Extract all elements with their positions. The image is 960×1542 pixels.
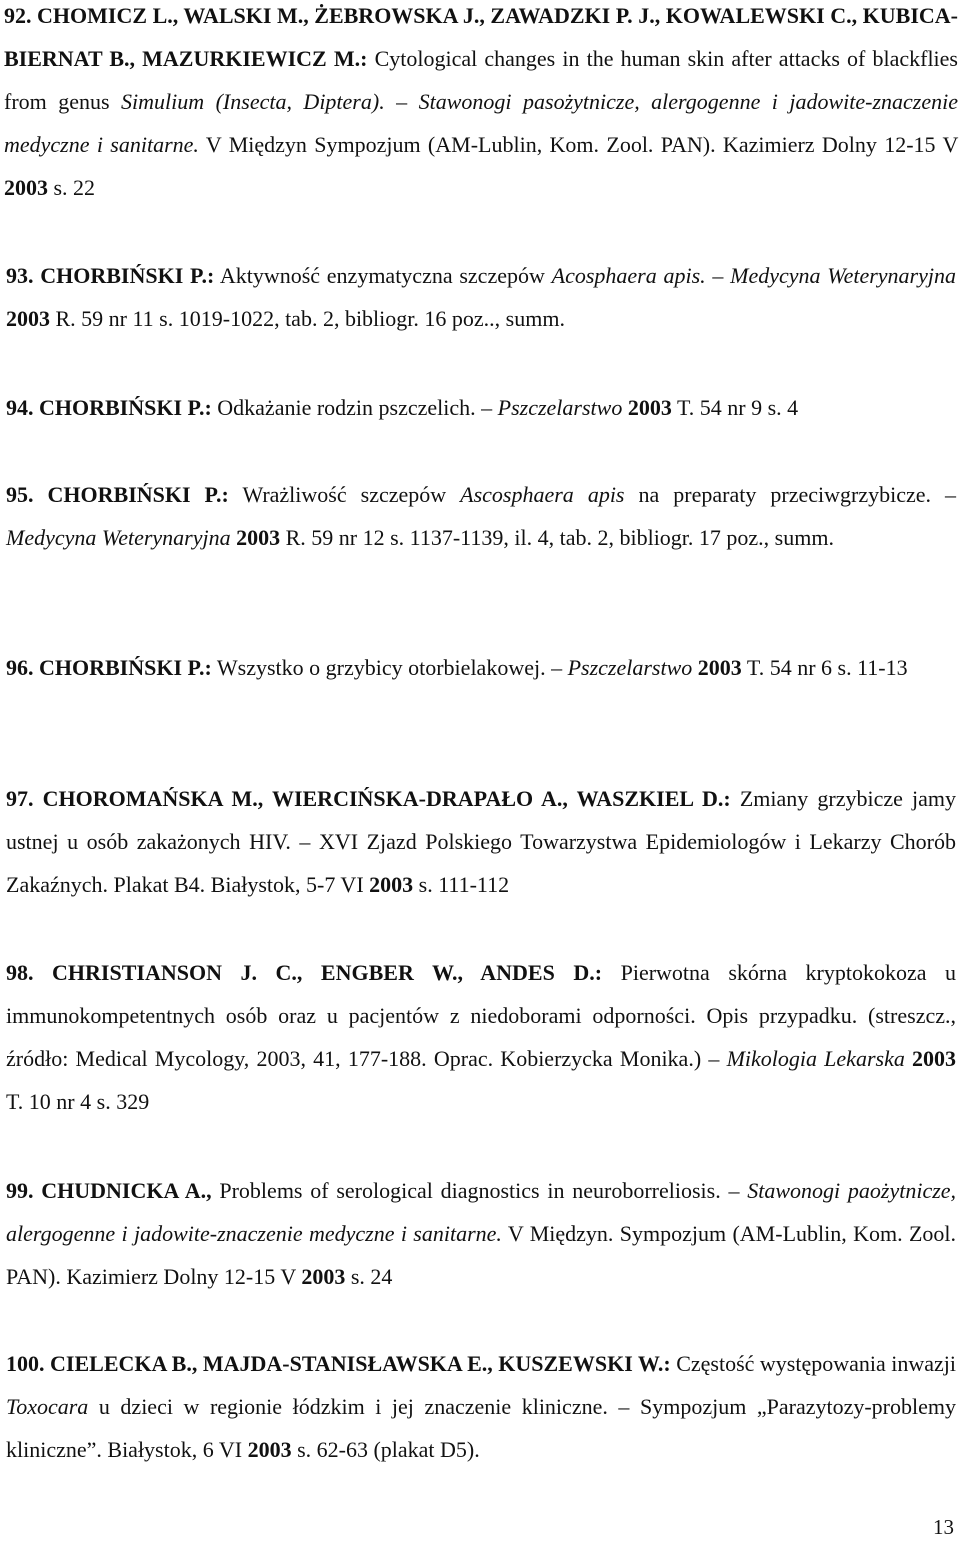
entry-title-italic: Ascosphaera apis (460, 482, 625, 507)
entry-authors: CIELECKA B., MAJDA-STANISŁAWSKA E., KUSZEWSKI W.: (50, 1351, 671, 1376)
entry-number: 99. (6, 1178, 34, 1203)
bibliography-entry-95 (6, 473, 956, 559)
entry-title-continued: u dzieci w regionie łódzkim i jej znaczenie kliniczne. (98, 1394, 608, 1419)
page-number: 13 (933, 1515, 954, 1539)
entry-authors: CHUDNICKA A., (41, 1178, 212, 1203)
entry-title: Aktywność enzymatyczna szczepów (219, 263, 545, 288)
entry-year: 2003 (912, 1046, 957, 1071)
entry-title: Problems of serological diagnostics in neuroborreliosis. (219, 1178, 721, 1203)
entry-title: Wszystko o grzybicy otorbielakowej. (216, 655, 546, 680)
entry-dash: – (945, 482, 956, 507)
bibliography-entry-98 (6, 951, 956, 1123)
entry-number: 98. (6, 960, 34, 985)
bibliography-entry-92 (4, 0, 958, 209)
entry-pages: T. 54 nr 9 s. 4 (676, 395, 799, 420)
entry-pages: s. 111-112 (418, 872, 510, 897)
entry-authors: CHOMICZ L., WALSKI M., ŻEBROWSKA J., ZAWADZKI P. J., KOWALEWSKI C., KUBICA-BIERNAT B., MAZURKIEWICZ M.: (4, 3, 959, 71)
entry-title: Pierwotna skórna kryptokokoza u immunokompetentnych osób oraz u pacjentów z niedoborami odporności. Opis przypadku. (streszcz., źródło: Medical Mycology, 2003, 41, 177-188. Oprac. Kobierzycka Monika.) (6, 960, 957, 1071)
entry-dash: – (396, 89, 408, 114)
entry-dash: – (618, 1394, 630, 1419)
entry-pages: R. 59 nr 12 s. 1137-1139, il. 4, tab. 2, bibliogr. 17 poz., summ. (285, 525, 834, 550)
entry-year: 2003 (4, 175, 48, 200)
entry-title: Cytological changes in the human skin after attacks of blackflies from genus (4, 46, 958, 114)
bibliography-entry-94 (6, 386, 956, 429)
entry-title-italic: Simulium (Insecta, Diptera). (121, 89, 385, 114)
entry-source: Pszczelarstwo (567, 655, 693, 680)
entry-dash: – (481, 395, 493, 420)
bibliography-entry-100 (6, 1342, 956, 1471)
entry-authors: CHRISTIANSON J. C., ENGBER W., ANDES D.: (52, 960, 603, 985)
entry-number: 93. (6, 263, 34, 288)
bibliography-entry-96 (6, 646, 956, 689)
entry-details: XVI Zjazd Polskiego Towarzystwa Epidemiologów i Lekarzy Chorób Zakaźnych. Plakat B4. Białystok, 5-7 VI (6, 829, 957, 897)
entry-authors: CHOROMAŃSKA M., WIERCIŃSKA-DRAPAŁO A., WASZKIEL D.: (42, 786, 731, 811)
entry-title-italic: Toxocara (6, 1394, 89, 1419)
entry-number: 97. (6, 786, 34, 811)
entry-pages: T. 54 nr 6 s. 11-13 (746, 655, 908, 680)
entry-year: 2003 (301, 1264, 346, 1289)
entry-year: 2003 (627, 395, 672, 420)
entry-title: Częstość występowania inwazji (676, 1351, 957, 1376)
entry-number: 95. (6, 482, 34, 507)
entry-dash: – (299, 829, 311, 854)
entry-authors: CHORBIŃSKI P.: (39, 395, 212, 420)
entry-title: Wrażliwość szczepów (242, 482, 447, 507)
entry-title-continued: na preparaty przeciwgrzybicze. (638, 482, 931, 507)
entry-authors: CHORBIŃSKI P.: (39, 655, 212, 680)
entry-details: V Międzyn Sympozjum (AM-Lublin, Kom. Zool. PAN). Kazimierz Dolny 12-15 V (205, 132, 958, 157)
entry-authors: CHORBIŃSKI P.: (47, 482, 229, 507)
entry-number: 92. (4, 3, 32, 28)
entry-source: Stawonogi pasożytnicze, alergogenne i jadowite-znaczenie medyczne i sanitarne. (4, 89, 959, 157)
entry-pages: s. 62-63 (plakat D5). (297, 1437, 480, 1462)
entry-title: Odkażanie rodzin pszczelich. (217, 395, 476, 420)
entry-source: Medycyna Weterynaryjna (6, 525, 231, 550)
bibliography-entry-97 (6, 777, 956, 906)
entry-title-italic: Acosphaera apis. (551, 263, 706, 288)
entry-year: 2003 (236, 525, 281, 550)
entry-number: 96. (6, 655, 34, 680)
entry-number: 100. (6, 1351, 45, 1376)
entry-dash: – (712, 263, 724, 288)
entry-dash: – (551, 655, 563, 680)
entry-details: Sympozjum „Parazytozy-problemy kliniczne”. Białystok, 6 VI (6, 1394, 957, 1462)
entry-pages: T. 10 nr 4 s. 329 (6, 1089, 150, 1114)
entry-pages: s. 22 (53, 175, 96, 200)
entry-authors: CHORBIŃSKI P.: (40, 263, 215, 288)
bibliography-entry-93 (6, 254, 956, 340)
entry-year: 2003 (369, 872, 414, 897)
entry-source: Pszczelarstwo (497, 395, 623, 420)
entry-year: 2003 (697, 655, 742, 680)
entry-dash: – (728, 1178, 740, 1203)
entry-dash: – (708, 1046, 720, 1071)
entry-number: 94. (6, 395, 34, 420)
entry-source: Stawonogi paożytnicze, alergogenne i jadowite-znaczenie medyczne i sanitarne. (6, 1178, 957, 1246)
entry-pages: R. 59 nr 11 s. 1019-1022, tab. 2, bibliogr. 16 poz.., summ. (55, 306, 565, 331)
entry-details: V Międzyn. Sympozjum (AM-Lublin, Kom. Zool. PAN). Kazimierz Dolny 12-15 V (6, 1221, 956, 1289)
entry-year: 2003 (247, 1437, 292, 1462)
entry-title: Zmiany grzybicze jamy ustnej u osób zakażonych HIV. (6, 786, 956, 854)
entry-source: Mikologia Lekarska (726, 1046, 905, 1071)
entry-source: Medycyna Weterynaryjna (730, 263, 956, 288)
bibliography-entry-99 (6, 1169, 956, 1298)
entry-pages: s. 24 (350, 1264, 393, 1289)
entry-year: 2003 (6, 306, 50, 331)
